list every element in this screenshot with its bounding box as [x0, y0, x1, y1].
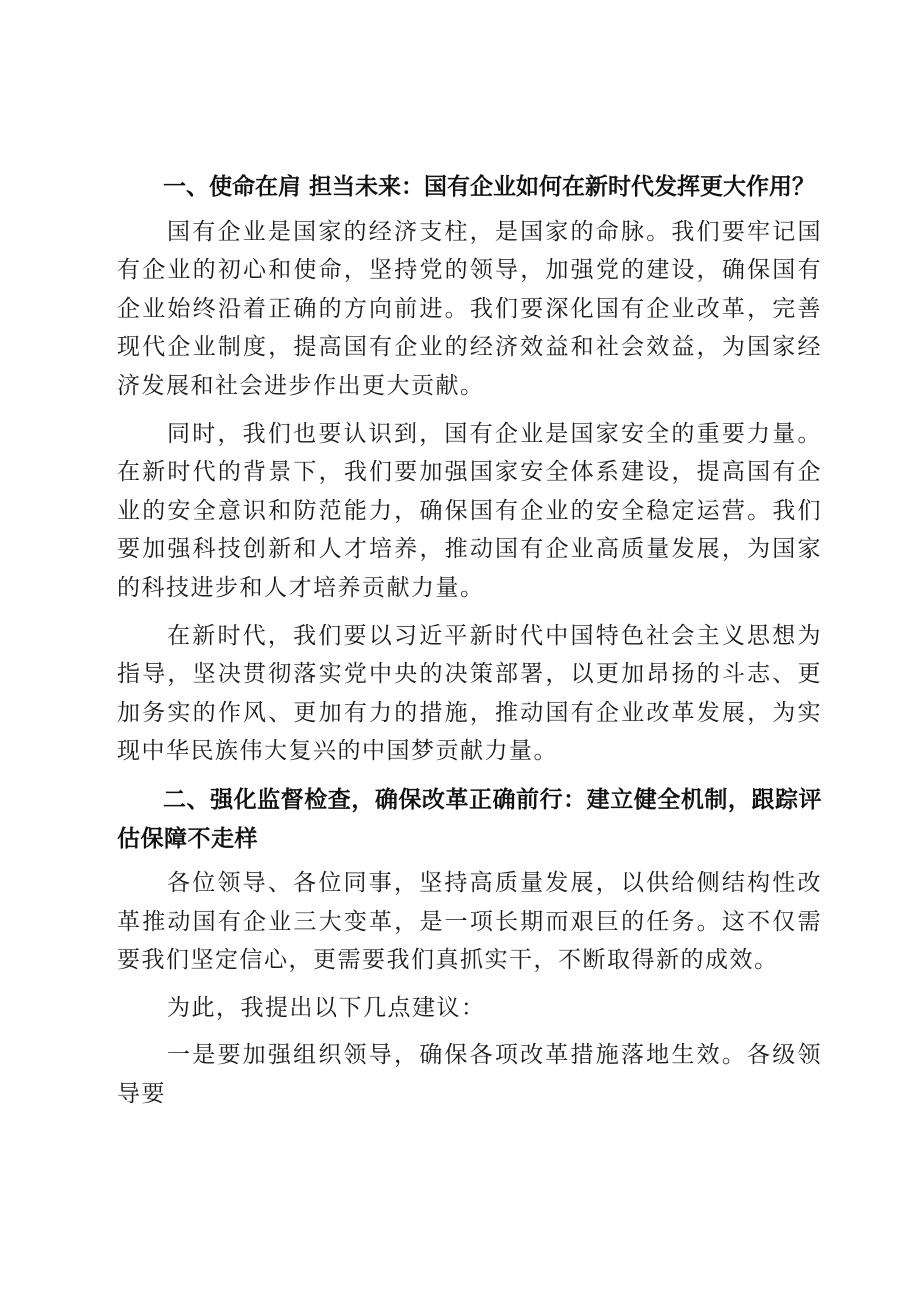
paragraph: 为此，我提出以下几点建议： [167, 994, 486, 1021]
paragraph: 各位领导、各位同事，坚持高质量发展，以供给侧结构性改革推动国有企业三大变革，是一项长期而艰巨的任务。这不仅需要我们坚定信心，更需要我们真抓实干，不断取得新的成效。 [117, 870, 822, 974]
paragraph: 一是要加强组织领导，确保各项改革措施落地生效。各级领导要 [117, 1042, 822, 1108]
document-body [117, 168, 822, 1123]
paragraph: 在新时代，我们要以习近平新时代中国特色社会主义思想为指导，坚决贯彻落实党中央的决策部署，以更加昂扬的斗志、更加务实的作风、更加有力的措施，推动国有企业改革发展，为实现中华民族伟大复兴的中国梦贡献力量。 [117, 622, 822, 765]
paragraph: 国有企业是国家的经济支柱，是国家的命脉。我们要牢记国有企业的初心和使命，坚持党的领导，加强党的建设，确保国有企业始终沿着正确的方向前进。我们要深化国有企业改革，完善现代企业制度，提高国有企业的经济效益和社会效益，为国家经济发展和社会进步作出更大贡献。 [117, 218, 822, 399]
paragraph: 同时，我们也要认识到，国有企业是国家安全的重要力量。在新时代的背景下，我们要加强国家安全体系建设，提高国有企业的安全意识和防范能力，确保国有企业的安全稳定运营。我们要加强科技创新和人才培养，推动国有企业高质量发展，为国家的科技进步和人才培养贡献力量。 [117, 420, 822, 601]
section-heading-1: 一、使命在肩 担当未来：国有企业如何在新时代发挥更大作用？ [163, 174, 816, 200]
section-heading-2: 二、强化监督检查，确保改革正确前行：建立健全机制，跟踪评估保障不走样 [117, 786, 822, 852]
